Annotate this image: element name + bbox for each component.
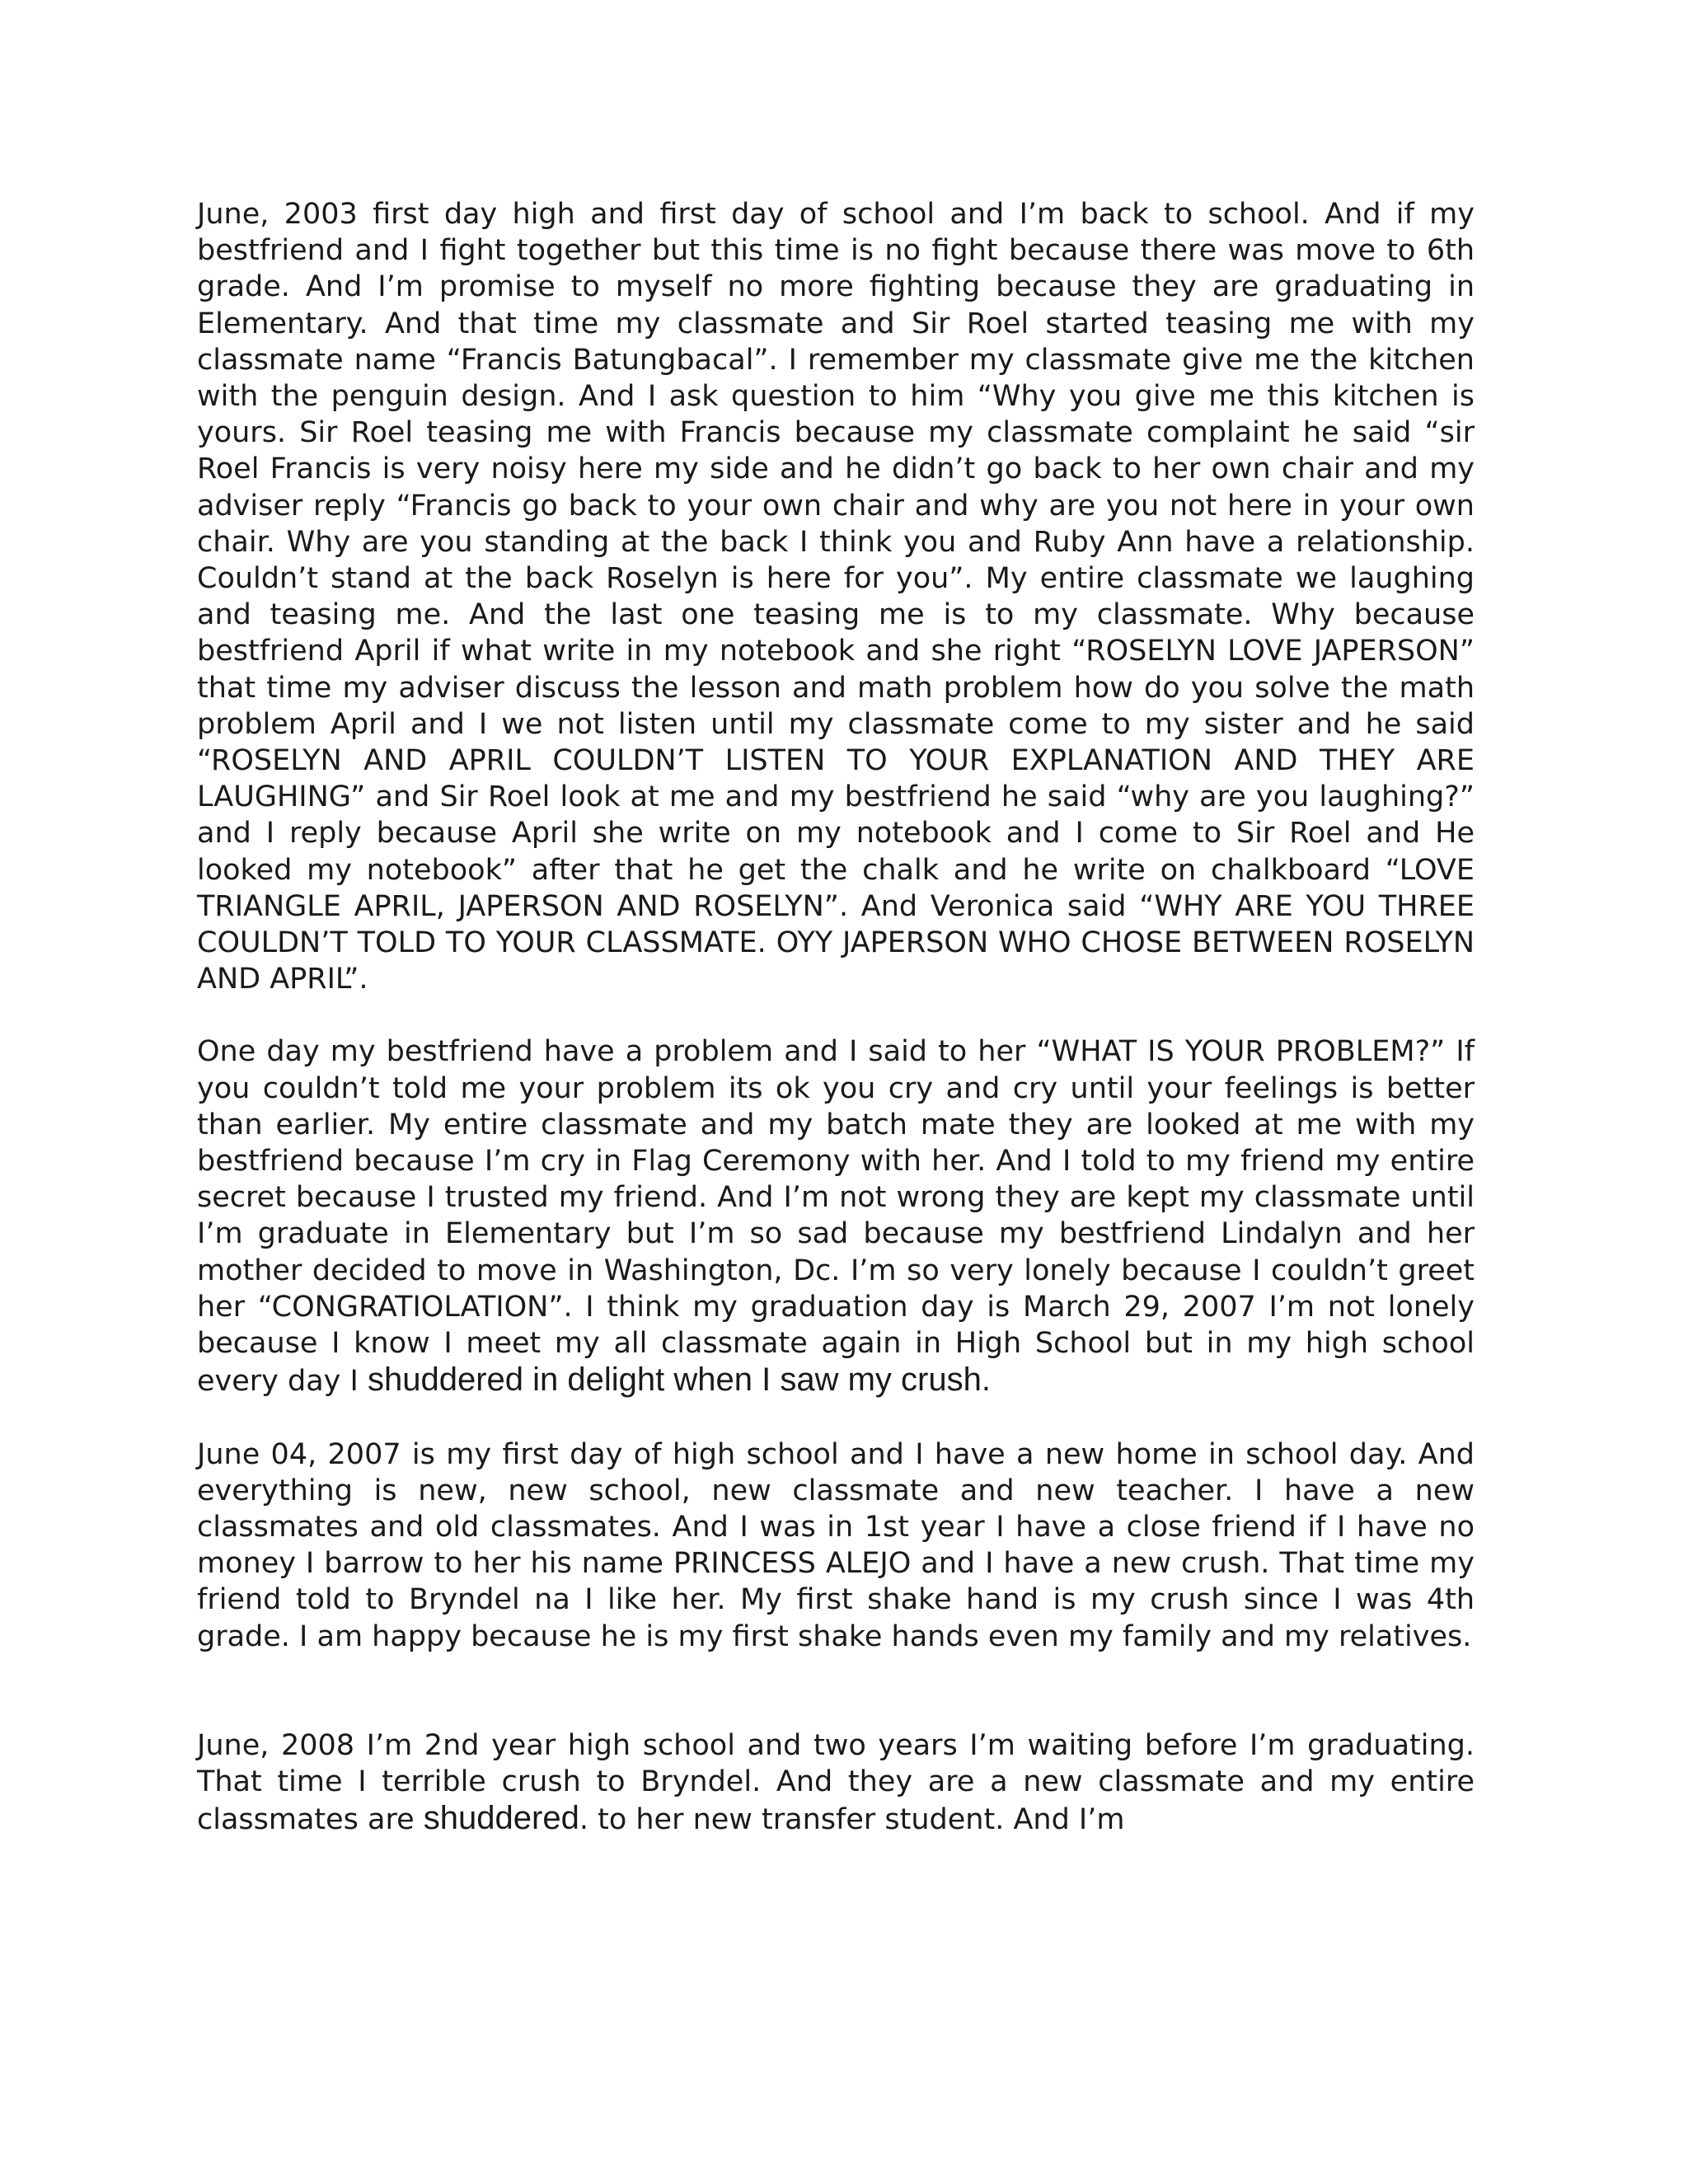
paragraph-4-text: June, 2008 I’m 2nd year high school and two years I’m waiting before I’m graduating. That time I terrible crush to Bryndel. And they are a new classmate and my entire classmates are (197, 1728, 1475, 1837)
paragraph-spacer (197, 997, 1475, 1033)
paragraph-3: June 04, 2007 is my first day of high school and I have a new home in school day. And everything is new, new school, new classmate and new teacher. I have a new classmates and old classmates. And I was in 1st year I have a close friend if I have no money I barrow to her his name PRINCESS ALEJO and I have a new crush. That time my friend told to Bryndel na I like her. My first shake hand is my crush since I was 4th grade. I am happy because he is my first shake hands even my family and my relatives. (197, 1437, 1475, 1653)
paragraph-1: June, 2003 first day high and first day of school and I’m back to school. And if my bestfriend and I fight together but this time is no fight because there was move to 6th grade. And I’m promise to myself no more fighting because they are graduating in Elementary. And that time my classmate and Sir Roel started teasing me with my classmate name “Francis Batungbacal”. I remember my classmate give me the kitchen with the penguin design. And I ask question to him “Why you give me this kitchen is yours. Sir Roel teasing me with Francis because my classmate complaint he said “sir Roel Francis is very noisy here my side and he didn’t go back to her own chair and my adviser reply “Francis go back to your own chair and why are you not here in your own chair. Why are you standing at the back I think you and Ruby Ann have a relationship. Couldn’t stand at the back Roselyn is here for you”. My entire classmate we laughing and teasing me. And the last one teasing me is to my classmate. Why because bestfriend April if what write in my notebook and she right “ROSELYN LOVE JAPERSON” that time my adviser discuss the lesson and math problem how do you solve the math problem April and I we not listen until my classmate come to my sister and he said “ROSELYN AND APRIL COULDN’T LISTEN TO YOUR EXPLANATION AND THEY ARE LAUGHING” and Sir Roel look at me and my bestfriend he said “why are you laughing?” and I reply because April she write on my notebook and I come to Sir Roel and He looked my notebook” after that he get the chalk and he write on chalkboard “LOVE TRIANGLE APRIL, JAPERSON AND ROSELYN”. And Veronica said “WHY ARE YOU THREE COULDN’T TOLD TO YOUR CLASSMATE. OYY JAPERSON WHO CHOSE BETWEEN ROSELYN AND APRIL”. (197, 198, 1475, 996)
paragraph-spacer (197, 1655, 1475, 1727)
paragraph-spacer (197, 1400, 1475, 1436)
paragraph-2-text: One day my bestfriend have a problem and I said to her “WHAT IS YOUR PROBLEM?” If you couldn’t told me your problem its ok you cry and cry until your feelings is better than earlier. My entire classmate and my batch mate they are looked at me with my bestfriend because I’m cry in Flag Ceremony with her. And I told to my friend my entire secret because I trusted my friend. And I’m not wrong they are kept my classmate until I’m graduate in Elementary but I’m so sad because my bestfriend Lindalyn and her mother decided to move in Washington, Dc. I’m so very lonely because I couldn’t greet her “CONGRATIOLATION”. I think my graduation day is March 29, 2007 I’m not lonely because I know I meet my all classmate again in High School but in my high school every day I (197, 1035, 1475, 1399)
paragraph-4-enlarged-text: shuddered (423, 1800, 579, 1837)
paragraph-2 (197, 1033, 1475, 1399)
paragraph-2-enlarged-text: shuddered in delight when I saw my crush. (367, 1361, 991, 1399)
document-page (197, 196, 1475, 1838)
paragraph-4 (197, 1727, 1475, 1839)
paragraph-4-tail: . to her new transfer student. And I’m (579, 1803, 1125, 1837)
